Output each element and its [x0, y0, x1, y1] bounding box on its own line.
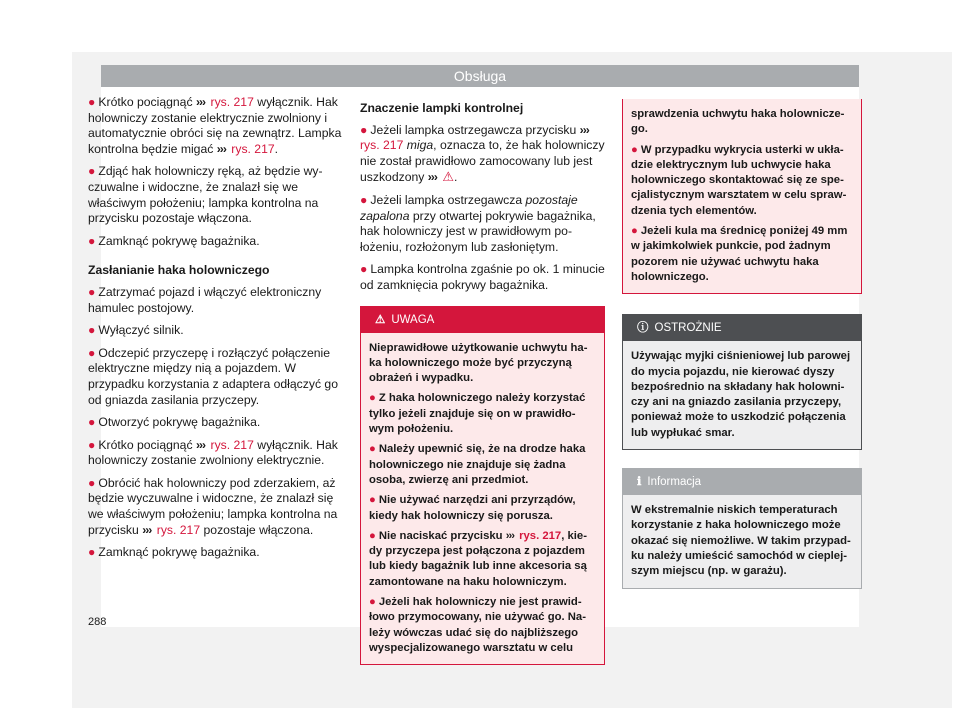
warning-triangle-icon: ⚠ — [375, 313, 386, 326]
warning-continued-text: sprawdzenia uchwytu haka holowniczego. — [631, 108, 845, 136]
warning-triangle-icon[interactable]: ⚠ — [442, 169, 454, 185]
bullet-icon: ● — [88, 323, 96, 338]
figure-reference-link[interactable]: rys. 217 — [207, 437, 254, 452]
warning-box — [360, 306, 605, 666]
warning-item: ● Jeżeli kula ma średnicę poniżej 49 mm w jakimkolwiek punkcie, pod żadnym pozorem nie używać uchwytu haka holowniczego. — [631, 225, 848, 283]
bullet-icon: ● — [360, 192, 368, 207]
caution-box-body — [623, 341, 861, 449]
step-remove-hook: ● Zdjąć hak holowniczy ręką, aż będzie wyczuwalne i widoczne, że znalazł się we właściwym położeniu; lampka kontrolna na przycisku pozostaje włączona. — [88, 164, 323, 226]
bullet-icon: ● — [88, 345, 96, 360]
figure-reference-link[interactable]: rys. 217 — [515, 529, 562, 542]
info-text: W ekstremalnie niskich temperaturach korzystanie z haka holowniczego może okazać się niemożliwe. W takim przypadku należy umieścić samochód w cieplejszym miejscu (np. w garażu). — [631, 504, 851, 578]
warning-box-header — [361, 307, 604, 333]
caution-title: OSTROŻNIE — [654, 322, 722, 335]
warning-item: ● W przypadku wykrycia usterki w układzie elektrycznym lub uchwycie haka holowniczego skontaktować się ze specjalistycznym warsztatem w celu sprawdzenia tych elementów. — [631, 143, 847, 217]
caution-box-header — [623, 315, 861, 341]
step-close-trunk: ● Zamknąć pokrywę bagażnika. — [88, 233, 260, 248]
bullet-icon: ● — [88, 95, 96, 109]
reference-arrows-icon: ››› — [427, 170, 437, 185]
warning-item: ● Jeżeli hak holowniczy nie jest prawidłowo przymocowany, nie używać go. Należy wówczas udać się do najbliższego wyspecjalizowanego warsztatu w celu — [369, 595, 586, 654]
bullet-icon: ● — [369, 494, 376, 507]
bullet-icon: ● — [369, 595, 376, 608]
info-box-header — [623, 469, 861, 495]
reference-arrows-icon: ››› — [195, 95, 206, 109]
figure-reference-link[interactable]: rys. 217 — [207, 95, 254, 109]
indicator-steady: ● Jeżeli lampka ostrzegawcza pozostaje zapalona przy otwartej pokrywie bagażnika, hak holowniczy jest w prawidłowym położeniu, rozłożonym lub zasłoniętym. — [360, 192, 596, 254]
warning-box-body — [361, 333, 604, 665]
column-middle — [360, 95, 605, 665]
figure-reference-link[interactable]: rys. 217 — [153, 522, 201, 537]
warning-box-continued — [622, 99, 862, 294]
bullet-icon: ● — [88, 233, 96, 248]
bullet-icon: ● — [631, 143, 638, 156]
bullet-icon: ● — [88, 475, 96, 490]
reference-arrows-icon: ››› — [505, 529, 514, 542]
info-box — [622, 468, 862, 588]
warning-box-body — [623, 99, 861, 293]
indicator-off: ● Lampka kontrolna zgaśnie po ok. 1 minucie od zamknięcia pokrywy bagażnika. — [360, 262, 605, 292]
section-heading-indicator: Znaczenie lampki kontrolnej — [360, 101, 524, 115]
bullet-icon: ● — [369, 443, 376, 456]
reference-arrows-icon: ››› — [142, 522, 152, 537]
figure-reference-link[interactable]: rys. 217 — [227, 141, 275, 156]
reference-arrows-icon: ››› — [195, 437, 206, 452]
warning-item: ● Nie naciskać przycisku ››› rys. 217, kiedy przyczepa jest połączona z pojazdem lub kiedy bagażnik lub inne akcesoria są zamontowane na haku holowniczym. — [369, 529, 587, 588]
bullet-icon: ● — [88, 415, 96, 430]
step-rotate-hook: ● Obrócić hak holowniczy pod zderzakiem, aż będzie wyczuwalne i widoczne, że znalazł się we właściwym położeniu; lampka kontrolna na przycisku ››› rys. 217 pozostaje włączona. — [88, 475, 338, 537]
bullet-icon: ● — [88, 164, 96, 179]
reference-arrows-icon: ››› — [579, 122, 589, 137]
bullet-icon: ● — [369, 529, 376, 542]
info-title: Informacja — [647, 476, 702, 489]
warning-item: ● Z haka holowniczego należy korzystać tylko jeżeli znajduje się on w prawidłowym położeniu. — [369, 392, 586, 436]
bullet-icon: ● — [631, 225, 638, 238]
bullet-icon: ● — [88, 545, 96, 560]
warning-title: UWAGA — [391, 313, 435, 326]
warning-intro: Nieprawidłowe użytkowanie uchwytu haka holowniczego może być przyczyną obrażeń i wypadku. — [369, 341, 588, 385]
caution-text: Używając myjki ciśnieniowej lub parowej do mycia pojazdu, nie kierować dyszy bezpośrednio na składany hak holowniczy ani na gniazdo zasilania przyczepy, ponieważ może to uszkodzić połączenia lub wypłukać smar. — [631, 350, 851, 439]
page-header: Obsługa — [101, 65, 859, 87]
bullet-icon: ● — [369, 392, 376, 405]
caution-box — [622, 314, 862, 450]
step-pull-switch: ● Krótko pociągnąć ››› rys. 217 wyłącznik. Hak holowniczy zostanie elektrycznie zwolniony i automatycznie obróci się na zewnątrz. Lampka kontrolna będzie migać ››› rys. 217. — [88, 95, 342, 156]
bullet-icon: ● — [360, 122, 368, 137]
reference-arrows-icon: ››› — [216, 141, 226, 156]
step-open-trunk: ● Otworzyć pokrywę bagażnika. — [88, 415, 261, 430]
warning-item: ● Nie używać narzędzi ani przyrządów, kiedy hak holowniczy się porusza. — [369, 494, 576, 522]
caution-circle-icon: ⓘ — [637, 322, 649, 335]
warning-item: ● Należy upewnić się, że na drodze haka holowniczego nie znajduje się żadna osoba, zwierzę ani przedmiot. — [369, 443, 586, 486]
bullet-icon: ● — [360, 262, 368, 277]
section-heading-hide-hook: Zasłanianie haka holowniczego — [88, 263, 270, 278]
step-detach-trailer: ● Odczepić przyczepę i rozłączyć połączenie elektryczne między nią a pojazdem. W przypadku korzystania z adaptera odłączyć go od gniazda zasilania przyczepy. — [88, 345, 338, 407]
step-release-hook: ● Krótko pociągnąć ››› rys. 217 wyłącznik. Hak holowniczy zostanie zwolniony elektrycznie. — [88, 437, 338, 468]
indicator-blinking: ● Jeżeli lampka ostrzegawcza przycisku ››› rys. 217 miga, oznacza to, że hak holowniczy nie został prawidłowo zamocowany lub jest uszkodzony ››› ⚠. — [360, 122, 605, 185]
bullet-icon: ● — [88, 437, 96, 452]
figure-reference-link[interactable]: rys. 217 — [360, 138, 404, 153]
step-close-trunk-2: ● Zamknąć pokrywę bagażnika. — [88, 545, 260, 560]
step-engine-off: ● Wyłączyć silnik. — [88, 323, 184, 338]
page-number: 288 — [88, 616, 107, 628]
column-left — [88, 95, 344, 568]
column-right — [622, 95, 862, 589]
bullet-icon: ● — [88, 284, 96, 299]
info-box-body — [623, 495, 861, 587]
step-stop-vehicle: ● Zatrzymać pojazd i włączyć elektroniczny hamulec postojowy. — [88, 284, 322, 315]
info-icon: ℹ — [637, 476, 642, 489]
